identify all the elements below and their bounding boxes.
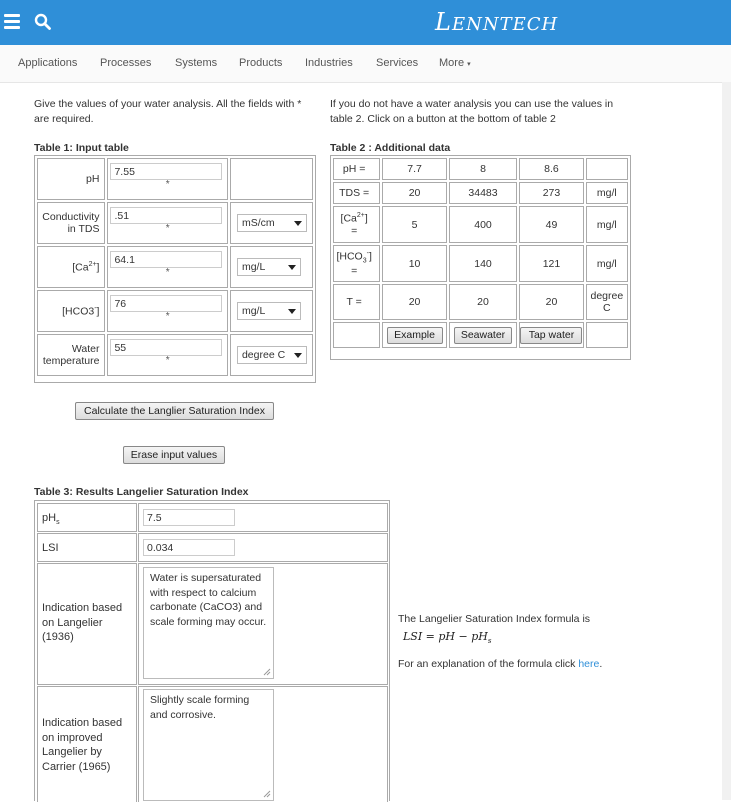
required-star: * bbox=[165, 355, 170, 366]
example-button[interactable]: Example bbox=[387, 327, 443, 344]
table2-grid bbox=[331, 156, 630, 350]
intro-right: If you do not have a water analysis you can use the values in table 2. Click on a button at the bottom of table 2 bbox=[330, 98, 614, 125]
bicarbonate-unit-select[interactable]: mg/L bbox=[237, 302, 301, 320]
row-ph bbox=[37, 158, 313, 200]
phs-value-cell bbox=[138, 503, 388, 532]
t2-empty-cell bbox=[333, 322, 380, 348]
ph-input[interactable] bbox=[110, 163, 222, 180]
lsi-label-cell bbox=[37, 533, 137, 562]
calcium-unit-select[interactable]: mg/L bbox=[237, 258, 301, 276]
lsi-label: LSI bbox=[42, 542, 59, 554]
t2-unit-cell: mg/l bbox=[586, 206, 628, 243]
indication1-label: Indication based on Langelier (1936) bbox=[42, 602, 123, 643]
t2-cell: 20 bbox=[382, 284, 446, 320]
t2-cell: 20 bbox=[449, 284, 517, 320]
t2-cell: 140 bbox=[449, 245, 517, 282]
lsi-output[interactable] bbox=[143, 539, 235, 556]
resize-grip-icon[interactable] bbox=[263, 790, 271, 798]
t2-cell: 400 bbox=[449, 206, 517, 243]
seawater-button[interactable]: Seawater bbox=[454, 327, 512, 344]
nav-applications[interactable]: Applications bbox=[18, 57, 78, 69]
t2-cell: 8.6 bbox=[519, 158, 583, 180]
nav-more[interactable]: More ▾ bbox=[439, 57, 471, 69]
temperature-unit-select[interactable]: degree C bbox=[237, 346, 307, 364]
table1-grid bbox=[35, 156, 315, 378]
t2-row-ph bbox=[333, 158, 628, 180]
t2-cell: 7.7 bbox=[382, 158, 446, 180]
lsi-value-cell bbox=[138, 533, 388, 562]
main-nav bbox=[0, 45, 731, 83]
table3-results bbox=[34, 500, 390, 801]
dropdown-arrow-icon bbox=[294, 221, 302, 226]
t2-cell: 5 bbox=[382, 206, 446, 243]
ph-label: pH bbox=[37, 158, 105, 200]
nav-services[interactable]: Services bbox=[376, 57, 419, 69]
lenntech-logo[interactable]: LENNTECH bbox=[435, 8, 559, 36]
conductivity-input[interactable] bbox=[110, 207, 222, 224]
t2-cell: 8 bbox=[449, 158, 517, 180]
nav-processes[interactable]: Processes bbox=[100, 57, 152, 69]
bicarbonate-label: [HCO3-] bbox=[37, 290, 105, 332]
phs-output[interactable] bbox=[143, 509, 235, 526]
phs-label-cell bbox=[37, 503, 137, 532]
formula-intro: The Langelier Saturation Index formula is bbox=[398, 613, 591, 625]
t2-row-buttons bbox=[333, 322, 628, 348]
table1-caption: Table 1: Input table bbox=[34, 142, 129, 154]
indication2-textarea[interactable]: Slightly scale forming and corrosive. bbox=[143, 689, 274, 801]
indication1-value-cell bbox=[138, 563, 388, 685]
formula-explanation: For an explanation of the formula click here. bbox=[398, 658, 603, 670]
t2-cell: 20 bbox=[382, 182, 446, 204]
indication1-textarea[interactable]: Water is supersaturated with respect to calcium carbonate (CaCO3) and scale forming may occur. bbox=[143, 567, 274, 679]
table1-input bbox=[34, 155, 316, 383]
indication2-label: Indication based on improved Langelier by Carrier (1965) bbox=[42, 717, 123, 773]
caret-down-icon: ▾ bbox=[467, 61, 471, 68]
table2-additional bbox=[330, 155, 631, 360]
t2-row-temperature bbox=[333, 284, 628, 320]
calcium-label: $[Ca^{2+}]$ bbox=[37, 246, 105, 288]
resize-grip-icon[interactable] bbox=[263, 668, 271, 676]
calcium-input[interactable] bbox=[110, 251, 222, 268]
t2-row-bicarbonate bbox=[333, 245, 628, 282]
row-conductivity bbox=[37, 202, 313, 244]
t2-row-calcium bbox=[333, 206, 628, 243]
t2-cell: 273 bbox=[519, 182, 583, 204]
t2-ph-label: pH = bbox=[333, 158, 380, 180]
conductivity-unit-select[interactable]: mS/cm bbox=[237, 214, 307, 232]
t2-cell: 121 bbox=[519, 245, 583, 282]
top-bar bbox=[0, 0, 731, 45]
row-bicarbonate bbox=[37, 290, 313, 332]
menu-icon[interactable] bbox=[4, 14, 20, 30]
indication1-label-cell bbox=[37, 563, 137, 685]
dropdown-arrow-icon bbox=[288, 265, 296, 270]
table3-caption: Table 3: Results Langelier Saturation Index bbox=[34, 486, 249, 498]
search-icon[interactable] bbox=[34, 13, 52, 31]
erase-input-button[interactable]: Erase input values bbox=[123, 446, 225, 464]
required-star: * bbox=[165, 223, 170, 234]
t2-tds-label: TDS = bbox=[333, 182, 380, 204]
dropdown-arrow-icon bbox=[294, 353, 302, 358]
dropdown-arrow-icon bbox=[288, 309, 296, 314]
intro-left: Give the values of your water analysis. All the fields with * are required. bbox=[34, 98, 302, 125]
t2-cell: 10 bbox=[382, 245, 446, 282]
formula-here-link[interactable]: here bbox=[578, 658, 600, 670]
tap-water-button[interactable]: Tap water bbox=[520, 327, 582, 344]
right-sidebar-strip bbox=[722, 82, 731, 800]
temperature-label: Water temperature bbox=[37, 334, 105, 376]
row-calcium bbox=[37, 246, 313, 288]
required-star: * bbox=[165, 311, 170, 322]
t2-cell: 20 bbox=[519, 284, 583, 320]
conductivity-label: Conductivity in TDS bbox=[37, 202, 105, 244]
table2-caption: Table 2 : Additional data bbox=[330, 142, 451, 154]
t2-calcium-label: $[Ca^{2+}]$ = bbox=[333, 206, 380, 243]
required-star: * bbox=[165, 179, 170, 190]
ph-unit-cell bbox=[230, 158, 313, 200]
indication2-label-cell bbox=[37, 686, 137, 802]
t2-cell: 34483 bbox=[449, 182, 517, 204]
lsi-formula: LSI = pH − $pH_s$ bbox=[403, 630, 492, 646]
nav-products[interactable]: Products bbox=[239, 57, 283, 69]
bicarbonate-input[interactable] bbox=[110, 295, 222, 312]
nav-industries[interactable]: Industries bbox=[305, 57, 353, 69]
t2-bicarbonate-label: $[HCO_3^-]$ = bbox=[333, 245, 380, 282]
t2-unit-cell: mg/l bbox=[586, 245, 628, 282]
t2-cell: 49 bbox=[519, 206, 583, 243]
row-temperature bbox=[37, 334, 313, 376]
t2-unit-cell: mg/l bbox=[586, 182, 628, 204]
t2-row-tds bbox=[333, 182, 628, 204]
t2-empty-cell bbox=[586, 322, 628, 348]
indication2-value-cell bbox=[138, 686, 388, 802]
phs-label: $pH_s$ bbox=[42, 512, 60, 527]
calculate-lsi-button[interactable]: Calculate the Langlier Saturation Index bbox=[75, 402, 274, 420]
nav-systems[interactable]: Systems bbox=[175, 57, 218, 69]
t2-unit-cell: degree C bbox=[586, 284, 628, 320]
required-star: * bbox=[165, 267, 170, 278]
t2-unit-cell bbox=[586, 158, 628, 180]
t2-temperature-label: T = bbox=[333, 284, 380, 320]
temperature-input[interactable] bbox=[110, 339, 222, 356]
